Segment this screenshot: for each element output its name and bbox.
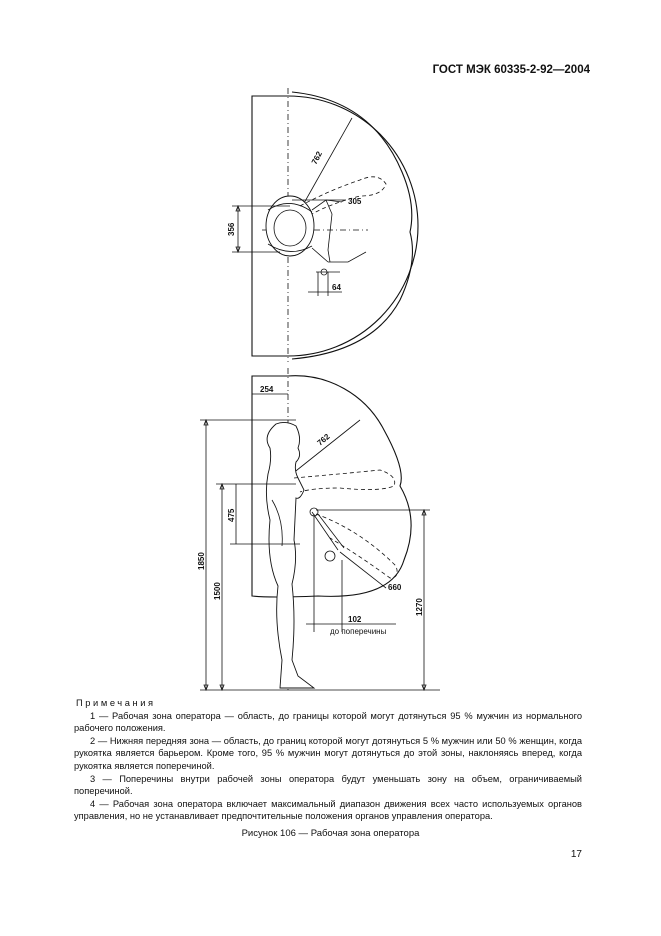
dim-side-back: 254 xyxy=(260,385,274,394)
notes-section xyxy=(74,697,582,823)
dim-side-shoulder-height: 1500 xyxy=(213,582,222,600)
note-item: 2 — Нижняя передняя зона — область, до границ которой могут дотянуться 5 % мужчин или 50 % женщин, когда рукоятка является барьером. Кроме того, 95 % мужчин могут дотянуться до этой зоны, наклоняясь вперед, когда рукоятка является поперечиной. xyxy=(74,735,582,771)
note-item: 4 — Рабочая зона оператора включает максимальный диапазон движения всех часто используемых органов управления, но не устанавливает предпочтительные положения органов управления оператора. xyxy=(74,798,582,822)
note-item: 3 — Поперечины внутри рабочей зоны оператора будут уменьшать зону на объем, ограничиваемый поперечиной. xyxy=(74,773,582,797)
note-item: 1 — Рабочая зона оператора — область, до границы которой могут дотянуться 95 % мужчин из нормального рабочего положения. xyxy=(74,710,582,734)
dim-side-reach-band: 475 xyxy=(227,508,236,522)
dim-top-grip: 305 xyxy=(348,197,362,206)
dim-side-crossbar-label: до поперечины xyxy=(330,627,387,636)
dim-side-crossbar: 102 xyxy=(348,615,362,624)
document-header: ГОСТ МЭК 60335-2-92—2004 xyxy=(432,64,590,76)
top-view-drawing xyxy=(232,88,418,362)
dim-side-handle-radius: 660 xyxy=(388,583,402,592)
dim-top-handle: 64 xyxy=(332,283,341,292)
dim-side-handle-height: 1270 xyxy=(415,598,424,616)
side-view-drawing xyxy=(200,368,440,690)
dim-top-radius: 762 xyxy=(309,149,325,166)
dim-side-radius: 762 xyxy=(315,432,332,448)
dim-top-span: 356 xyxy=(227,222,236,236)
notes-title: Примечания xyxy=(76,698,156,708)
page-number: 17 xyxy=(570,849,582,860)
dim-side-total-height: 1850 xyxy=(197,552,206,570)
figure-caption: Рисунок 106 — Рабочая зона оператора xyxy=(241,828,420,839)
